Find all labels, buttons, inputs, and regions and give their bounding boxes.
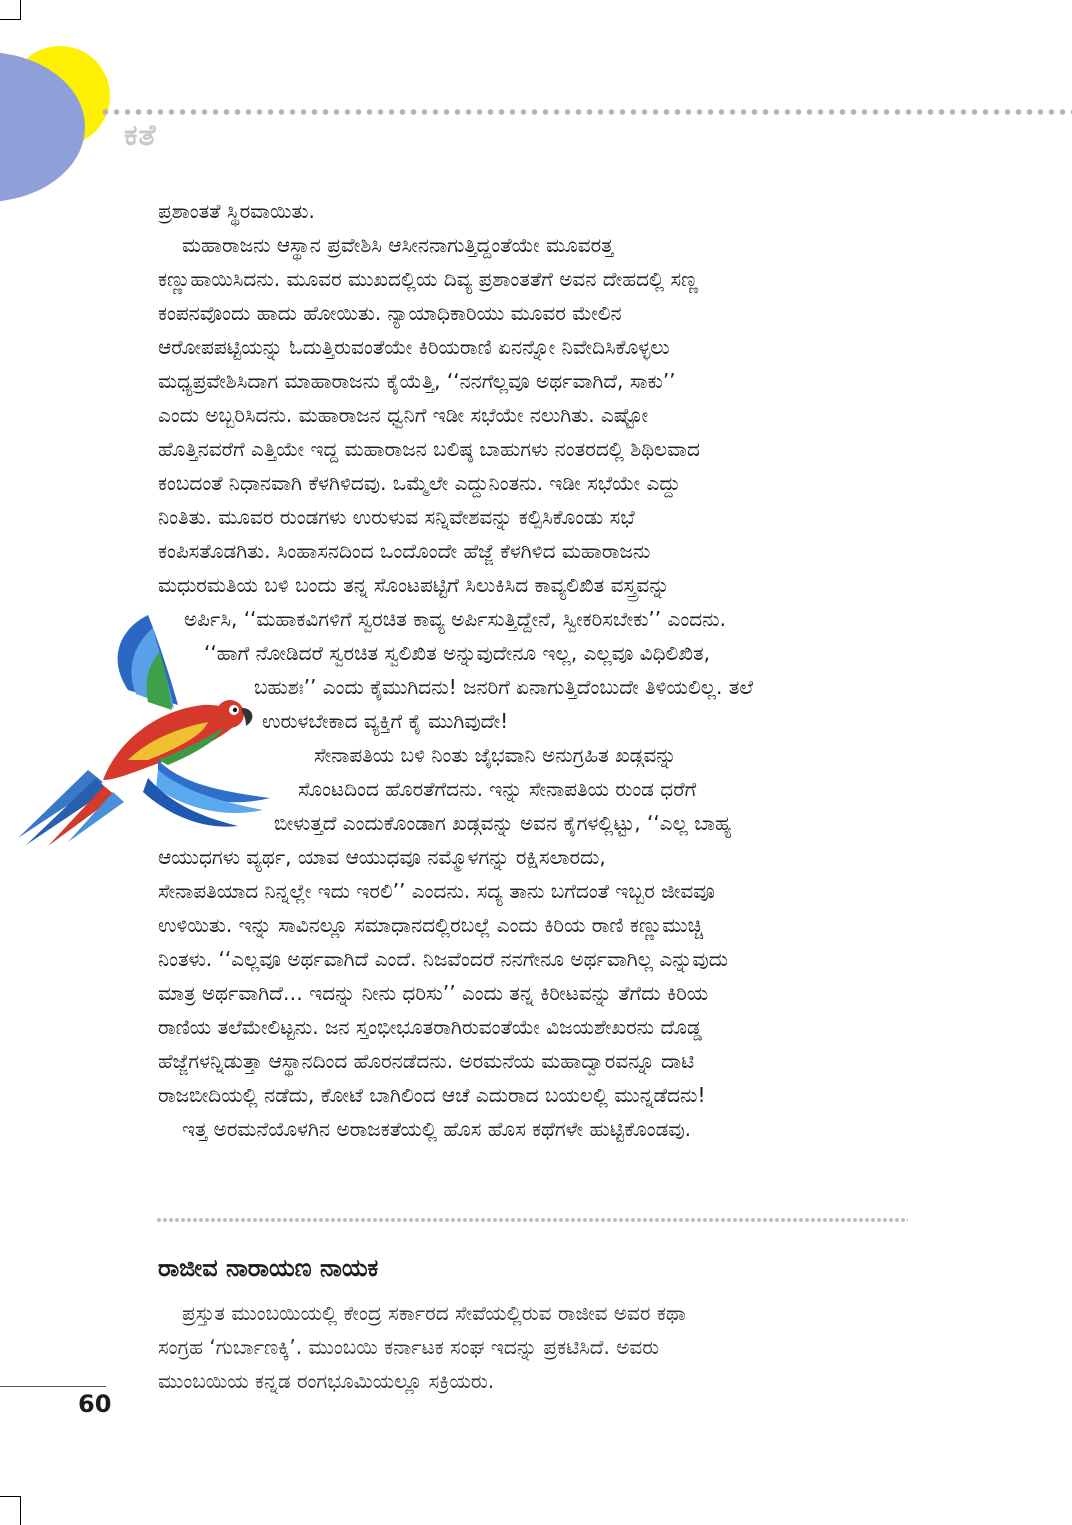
author-name: ರಾಜೀವ ನಾರಾಯಣ ನಾಯಕ [158,1254,379,1282]
story-line: ಹೆಜ್ಜೆಗಳನ್ನಿಡುತ್ತಾ ಆಸ್ಥಾನದಿಂದ ಹೊರನಡೆದನು. ಅರಮನೆಯ ಮಹಾದ್ವಾರವನ್ನೂ ದಾಟಿ [158,1049,695,1073]
story-line: ಇತ್ತ ಅರಮನೆಯೊಳಗಿನ ಅರಾಜಕತೆಯಲ್ಲಿ ಹೊಸ ಹೊಸ ಕಥೆಗಳೇ ಹುಟ್ಟಿಕೊಂಡವು. [182,1117,692,1141]
story-line: ಮಾತ್ರ ಅರ್ಥವಾಗಿದೆ… ಇದನ್ನು ನೀನು ಧರಿಸು’’ ಎಂದು ತನ್ನ ಕಿರೀಟವನ್ನು ತೆಗೆದು ಕಿರಿಯ [158,981,709,1005]
story-line: ಸೇನಾಪತಿಯಾದ ನಿನ್ನಲ್ಲೇ ಇದು ಇರಲಿ’’ ಎಂದನು. ಸದ್ಯ ತಾನು ಬಗೆದಂತೆ ಇಬ್ಬರ ಜೀವವೂ [158,879,715,903]
story-line: ಸೇನಾಪತಿಯ ಬಳಿ ನಿಂತು ಜೈಭವಾನಿ ಅನುಗ್ರಹಿತ ಖಡ್ಗವನ್ನು [314,743,677,767]
page-number: 60 [78,1390,112,1418]
crop-mark-top-left-h [0,19,21,20]
story-line: ಮಹಾರಾಜನು ಆಸ್ಥಾನ ಪ್ರವೇಶಿಸಿ ಆಸೀನನಾಗುತ್ತಿದ್ದಂತೆಯೇ ಮೂವರತ್ತ [182,233,614,257]
crop-mark-top-left-v [20,0,21,20]
story-line: ಅರ್ಪಿಸಿ, ‘‘ಮಹಾಕವಿಗಳಿಗೆ ಸ್ವರಚಿತ ಕಾವ್ಯ ಅರ್ಪಿಸುತ್ತಿದ್ದೇನೆ, ಸ್ವೀಕರಿಸಬೇಕು’’ ಎಂದನು. [184,607,726,631]
story-line: ಮಧುರಮತಿಯ ಬಳಿ ಬಂದು ತನ್ನ ಸೊಂಟಪಟ್ಟಿಗೆ ಸಿಲುಕಿಸಿದ ಕಾವ್ಯಲಿಖಿತ ವಸ್ತ್ರವನ್ನು [158,573,670,597]
story-text [158,194,898,1146]
story-line: ರಾಜಬೀದಿಯಲ್ಲಿ ನಡೆದು, ಕೋಟೆ ಬಾಗಿಲಿಂದ ಆಚೆ ಎದುರಾದ ಬಯಲಲ್ಲಿ ಮುನ್ನಡೆದನು! [158,1083,706,1107]
section-label: ಕತೆ [124,118,157,153]
story-line: ಬೀಳುತ್ತದೆ ಎಂದುಕೊಂಡಾಗ ಖಡ್ಗವನ್ನು ಅವನ ಕೈಗಳಲ್ಲಿಟ್ಟು, ‘‘ಎಲ್ಲ ಬಾಹ್ಯ [274,811,732,835]
story-line: ಎಂದು ಅಬ್ಬರಿಸಿದನು. ಮಹಾರಾಜನ ಧ್ವನಿಗೆ ಇಡೀ ಸಭೆಯೇ ನಲುಗಿತು. ಎಷ್ಟೋ [158,403,649,427]
author-bio-line: ಸಂಗ್ರಹ ‘ಗುರ್ಬಾಣಕ್ಕಿ’. ಮುಂಬಯಿ ಕರ್ನಾಟಕ ಸಂಘ ಇದನ್ನು ಪ್ರಕಟಿಸಿದೆ. ಅವರು [158,1335,660,1359]
story-line: ‘‘ಹಾಗೆ ನೋಡಿದರೆ ಸ್ವರಚಿತ ಸ್ವಲಿಖಿತ ಅನ್ನುವುದೇನೂ ಇಲ್ಲ, ಎಲ್ಲವೂ ವಿಧಿಲಿಖಿತ, [204,641,710,665]
author-bio-line: ಮುಂಬಯಿಯ ಕನ್ನಡ ರಂಗಭೂಮಿಯಲ್ಲೂ ಸಕ್ರಿಯರು. [158,1369,495,1393]
story-line: ಉಳಿಯಿತು. ಇನ್ನು ಸಾವಿನಲ್ಲೂ ಸಮಾಧಾನದಲ್ಲಿರಬಲ್ಲೆ ಎಂದು ಕಿರಿಯ ರಾಣಿ ಕಣ್ಣುಮುಚ್ಚಿ [158,913,704,937]
story-line: ರಾಣಿಯ ತಲೆಮೇಲಿಟ್ಟನು. ಜನ ಸ್ತಂಭೀಭೂತರಾಗಿರುವಂತೆಯೇ ವಿಜಯಶೇಖರನು ದೊಡ್ಡ [158,1015,702,1039]
page-number-rule [0,1386,106,1387]
story-line: ಮಧ್ಯಪ್ರವೇಶಿಸಿದಾಗ ಮಾಹಾರಾಜನು ಕೈಯೆತ್ತಿ, ‘‘ನನಗೆಲ್ಲವೂ ಅರ್ಥವಾಗಿದೆ, ಸಾಕು’’ [158,369,676,393]
story-line: ಪ್ರಶಾಂತತೆ ಸ್ಥಿರವಾಯಿತು. [158,199,315,223]
author-bio-line: ಪ್ರಸ್ತುತ ಮುಂಬಯಿಯಲ್ಲಿ ಕೇಂದ್ರ ಸರ್ಕಾರದ ಸೇವೆಯಲ್ಲಿರುವ ರಾಜೀವ ಅವರ ಕಥಾ [182,1301,686,1325]
story-line: ಉರುಳಬೇಕಾದ ವ್ಯಕ್ತಿಗೆ ಕೈ ಮುಗಿವುದೇ! [262,709,509,733]
crop-mark-bottom-left-h [0,1496,21,1497]
author-bio [158,1296,908,1398]
story-line: ಆರೋಪಪಟ್ಟಿಯನ್ನು ಓದುತ್ತಿರುವಂತೆಯೇ ಕಿರಿಯರಾಣಿ ಏನನ್ನೋ ನಿವೇದಿಸಿಕೊಳ್ಳಲು [158,335,670,359]
parrot-tail [18,770,124,846]
story-line: ಕಂಬದಂತೆ ನಿಧಾನವಾಗಿ ಕೆಳಗಿಳಿದವು. ಒಮ್ಮೆಲೇ ಎದ್ದುನಿಂತನು. ಇಡೀ ಸಭೆಯೇ ಎದ್ದು [158,471,681,495]
crop-mark-bottom-left-v [20,1496,21,1525]
story-line: ಹೊತ್ತಿನವರೆಗೆ ಎತ್ತಿಯೇ ಇದ್ದ ಮಹಾರಾಜನ ಬಲಿಷ್ಠ ಬಾಹುಗಳು ನಂತರದಲ್ಲಿ ಶಿಥಿಲವಾದ [158,437,700,461]
story-line: ನಿಂತಳು. ‘‘ಎಲ್ಲವೂ ಅರ್ಥವಾಗಿದೆ ಎಂದೆ. ನಿಜವೆಂದರೆ ನನಗೇನೂ ಅರ್ಥವಾಗಿಲ್ಲ ಎನ್ನುವುದು [158,947,729,971]
story-line: ಕಂಪನವೊಂದು ಹಾದು ಹೋಯಿತು. ನ್ಯಾಯಾಧಿಕಾರಿಯು ಮೂವರ ಮೇಲಿನ [158,301,622,325]
story-line: ನಿಂತಿತು. ಮೂವರ ರುಂಡಗಳು ಉರುಳುವ ಸನ್ನಿವೇಶವನ್ನು ಕಲ್ಪಿಸಿಕೊಂಡು ಸಭೆ [158,505,635,529]
story-line: ಬಹುಶಃ’’ ಎಂದು ಕೈಮುಗಿದನು! ಜನರಿಗೆ ಏನಾಗುತ್ತಿದೆಂಬುದೇ ತಿಳಿಯಲಿಲ್ಲ. ತಲೆ [254,675,754,699]
story-line: ಕಣ್ಣುಹಾಯಿಸಿದನು. ಮೂವರ ಮುಖದಲ್ಲಿಯ ದಿವ್ಯ ಪ್ರಶಾಂತತೆಗೆ ಅವನ ದೇಹದಲ್ಲಿ ಸಣ್ಣ [158,267,699,291]
section-divider [156,1217,908,1223]
story-line: ಆಯುಧಗಳು ವ್ಯರ್ಥ, ಯಾವ ಆಯುಧವೂ ನಮ್ಮೊಳಗನ್ನು ರಕ್ಷಿಸಲಾರದು, [158,845,606,869]
story-line: ಕಂಪಿಸತೊಡಗಿತು. ಸಿಂಹಾಸನದಿಂದ ಒಂದೊಂದೇ ಹೆಜ್ಜೆ ಕೆಳಗಿಳಿದ ಮಹಾರಾಜನು [158,539,651,563]
top-dotted-rule [100,108,1072,116]
story-line: ಸೊಂಟದಿಂದ ಹೊರತೆಗೆದನು. ಇನ್ನು ಸೇನಾಪತಿಯ ರುಂಡ ಧರೆಗೆ [298,777,697,801]
